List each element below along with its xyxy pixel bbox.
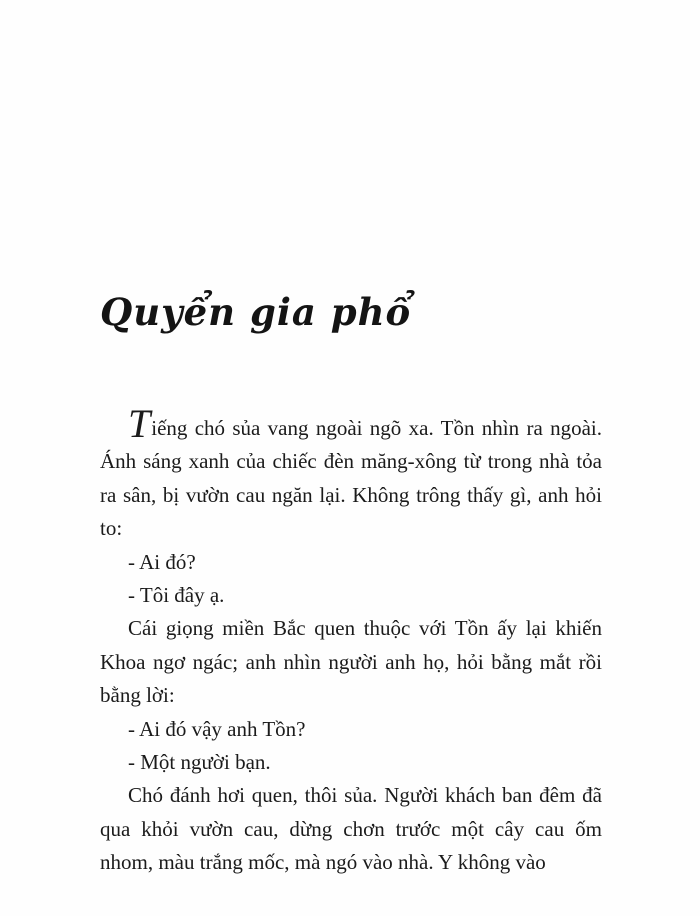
paragraph: Cái giọng miền Bắc quen thuộc với Tồn ấy lại khiến Khoa ngơ ngác; anh nhìn người anh họ, hỏi bằng mắt rồi bằng lời: xyxy=(100,616,602,708)
dropcap-letter: T xyxy=(128,401,152,446)
dialogue-line: - Ai đó vậy anh Tồn? xyxy=(128,716,306,741)
paragraph: Chó đánh hơi quen, thôi sủa. Người khách ban đêm đã qua khỏi vườn cau, dừng chơn trước một cây cau ốm nhom, màu trắng mốc, mà ngó vào nhà. Y không vào xyxy=(100,783,602,875)
paragraph-text: iếng chó sủa vang ngoài ngõ xa. Tồn nhìn ra ngoài. Ánh sáng xanh của chiếc đèn măng-xông từ trong nhà tỏa ra sân, bị vườn cau ngăn lại. Không trông thấy gì, anh hỏi to: xyxy=(100,416,602,541)
dialogue-line: - Tôi đây ạ. xyxy=(128,583,225,608)
dialogue-line: - Ai đó? xyxy=(128,549,196,574)
text-block xyxy=(100,401,602,880)
paragraph-opening xyxy=(100,401,602,546)
chapter-title: Quyển gia phổ xyxy=(100,290,412,334)
dialogue-line: - Một người bạn. xyxy=(128,750,271,775)
